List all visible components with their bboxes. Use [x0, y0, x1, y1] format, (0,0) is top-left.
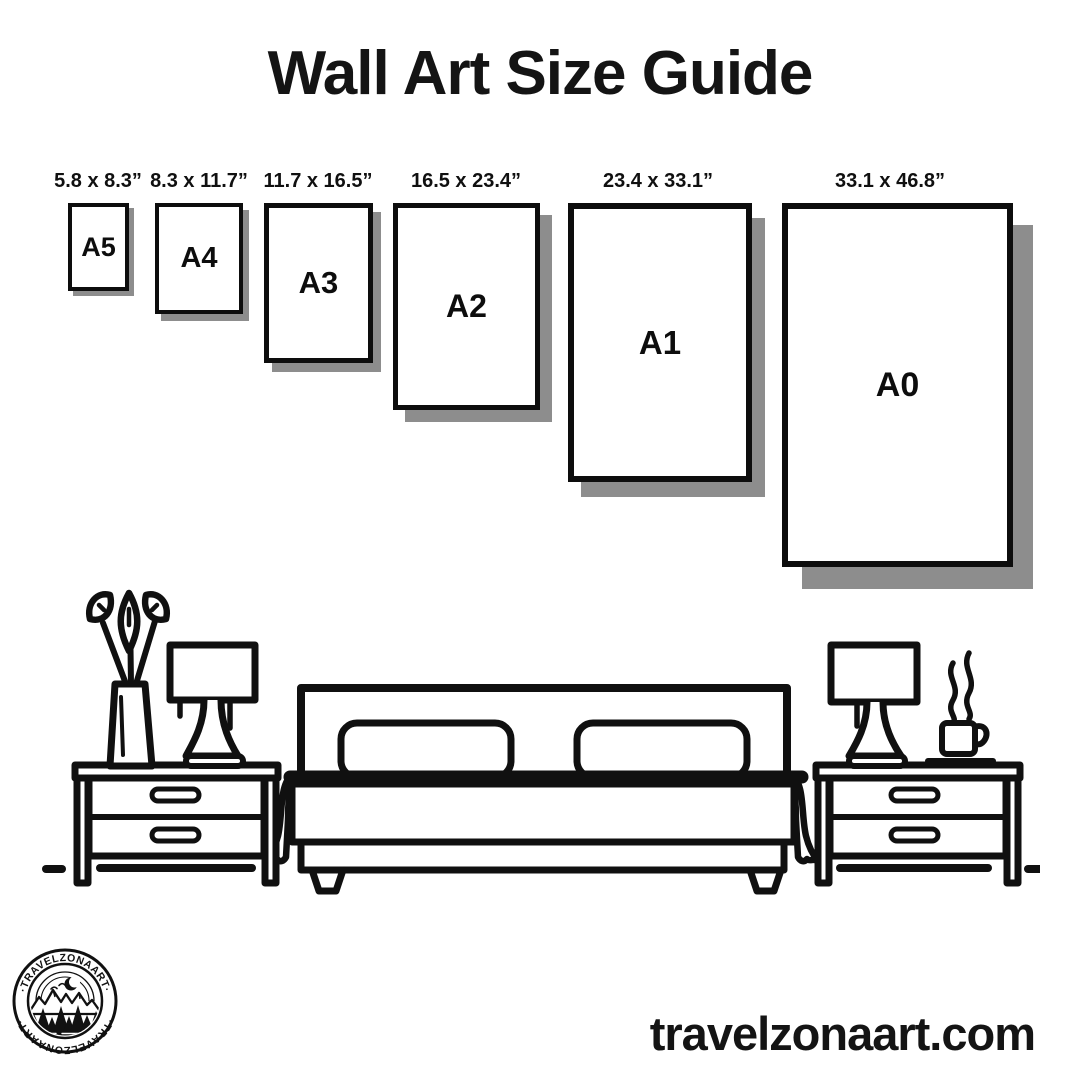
coffee-cup-icon [928, 653, 993, 761]
size-code-a1: A1 [638, 323, 682, 361]
website-url: travelzonaart.com [649, 1007, 1035, 1060]
dims-label-a3: 11.7 x 16.5” [263, 170, 373, 192]
bed-frame [292, 784, 794, 842]
dims-label-a4: 8.3 x 11.7” [150, 170, 248, 192]
double-bed-icon [290, 688, 802, 891]
drawer-handle [152, 789, 199, 801]
size-code-a3: A3 [298, 265, 339, 300]
steam-icon [951, 663, 956, 723]
bed-leg-left [312, 870, 343, 891]
dims-label-a1: 23.4 x 33.1” [602, 170, 714, 192]
size-code-a0: A0 [875, 365, 920, 404]
bedroom-scene-illustration [40, 585, 1040, 895]
page-title: Wall Art Size Guide [267, 39, 813, 108]
table-lamp-right-icon [831, 645, 917, 766]
pillow-right [577, 723, 747, 777]
lamp-foot [186, 756, 243, 766]
size-code-a5: A5 [81, 231, 116, 262]
lamp-foot [849, 756, 905, 766]
drawer-handle [891, 789, 938, 801]
bed-leg-right [750, 870, 781, 891]
drawer-handle [152, 829, 199, 841]
size-frame-a2 [393, 203, 540, 410]
size-code-a2: A2 [446, 288, 487, 324]
size-frame-a5 [68, 203, 129, 291]
size-frame-a4 [155, 203, 243, 314]
dims-label-a5: 5.8 x 8.3” [54, 170, 142, 192]
size-frame-a1 [568, 203, 752, 482]
bird-icon [51, 984, 65, 989]
lamp-shade [170, 645, 255, 700]
size-code-a4: A4 [180, 242, 218, 274]
lamp-shade [831, 645, 917, 702]
table-lamp-left-icon [170, 645, 255, 766]
badge-ring-text-bottom: ·TRAVELZONAART· [14, 1017, 116, 1056]
size-frame-a3 [264, 203, 373, 363]
steam-icon [967, 653, 972, 719]
pillow-left [341, 723, 511, 777]
vase-body [110, 684, 152, 766]
bed-base [301, 842, 784, 870]
size-frame-a0 [782, 203, 1013, 567]
dims-label-a0: 33.1 x 46.8” [834, 170, 946, 192]
cup-body [942, 723, 975, 754]
flower-vase-icon [89, 593, 167, 766]
badge-ring-text-top: ·TRAVELZONAART· [17, 951, 113, 994]
drawer-handle [891, 829, 938, 841]
dims-label-a2: 16.5 x 23.4” [410, 170, 522, 192]
